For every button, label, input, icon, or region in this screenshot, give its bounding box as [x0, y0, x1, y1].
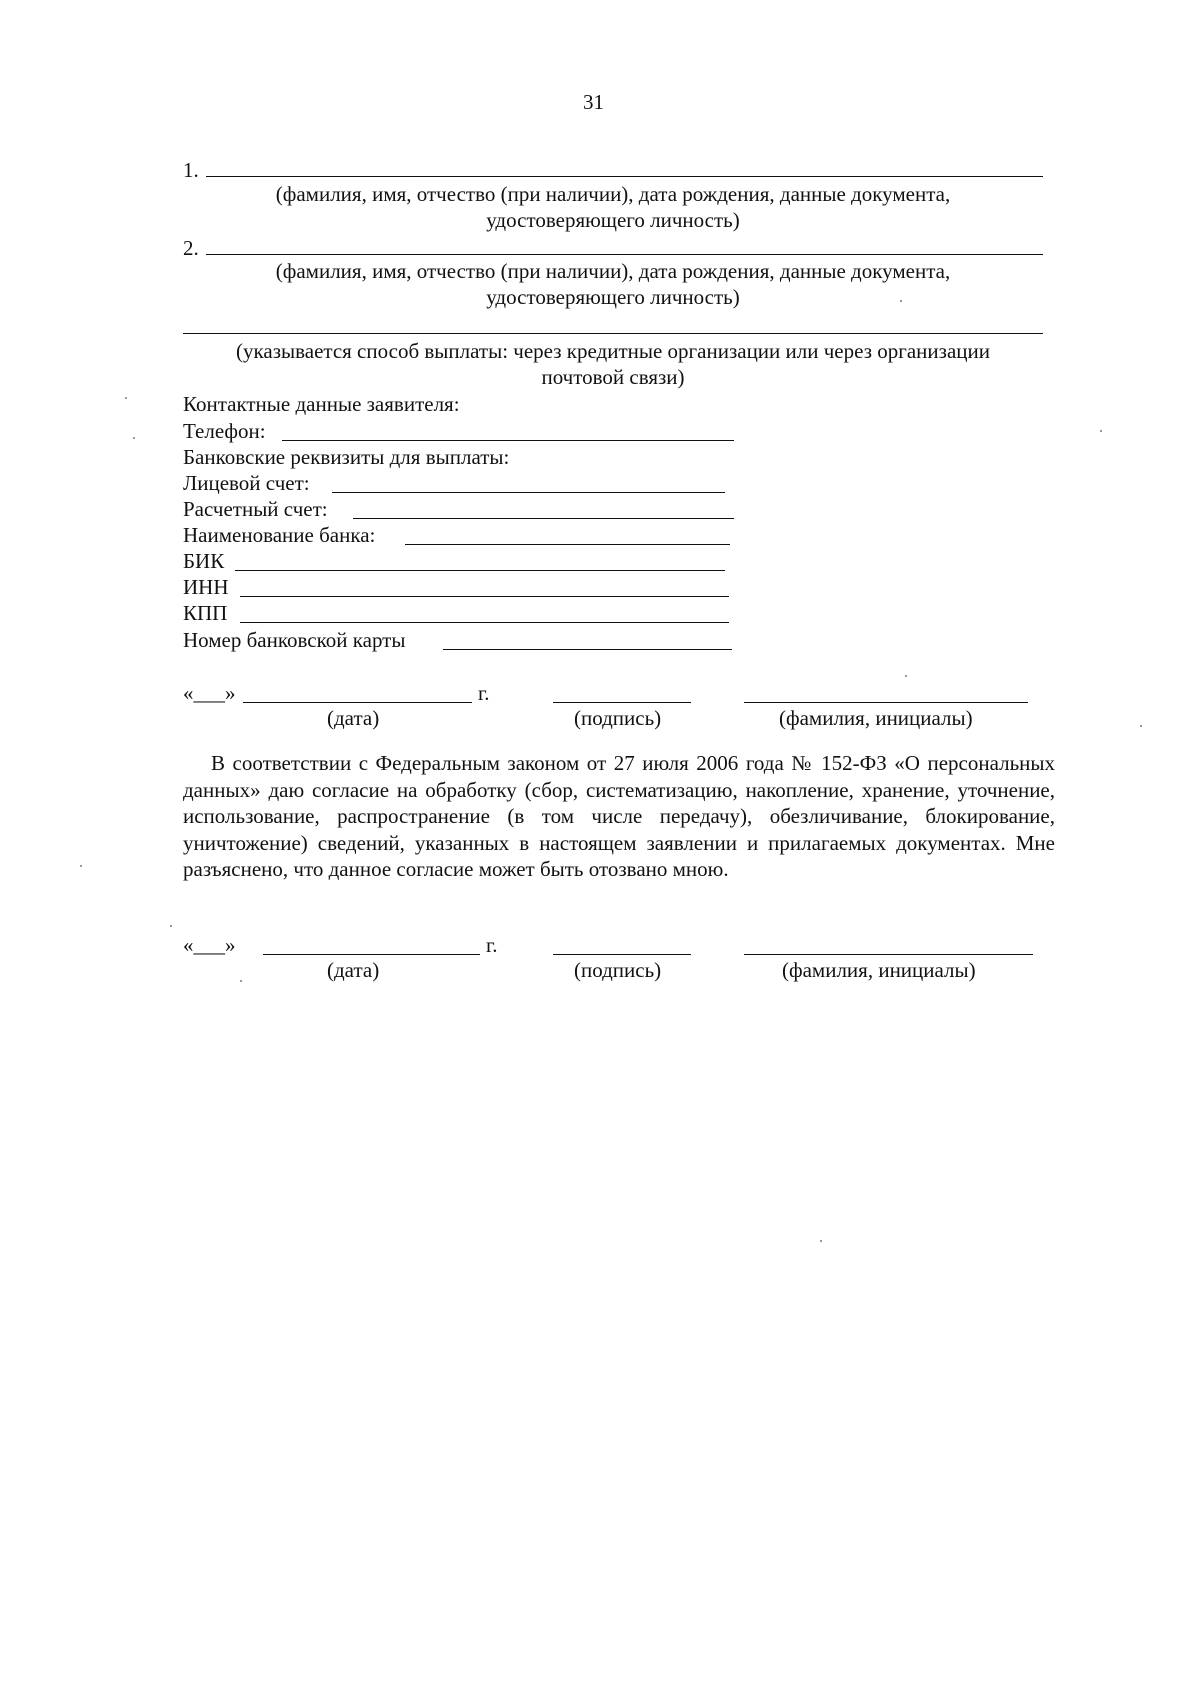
personal-account-label: Лицевой счет:: [183, 471, 310, 495]
bank-name-line[interactable]: [405, 544, 730, 545]
signature-caption-2: (подпись): [574, 958, 662, 982]
person-1-number: 1.: [183, 158, 199, 182]
person-1-caption-1: (фамилия, имя, отчество (при наличии), дата рождения, данные документа,: [275, 182, 951, 206]
date-line-2[interactable]: [263, 954, 480, 955]
bik-label: БИК: [183, 549, 225, 573]
card-number-label: Номер банковской карты: [183, 628, 406, 652]
scan-speck: [1140, 725, 1142, 727]
payment-method-line[interactable]: [183, 333, 1043, 334]
inn-line[interactable]: [240, 596, 729, 597]
date-caption-2: (дата): [327, 958, 380, 982]
signature-caption-1: (подпись): [574, 706, 662, 730]
person-2-caption-1: (фамилия, имя, отчество (при наличии), дата рождения, данные документа,: [275, 259, 951, 283]
bik-line[interactable]: [235, 570, 725, 571]
date-open-1: «___»: [183, 681, 236, 705]
card-number-line[interactable]: [443, 649, 732, 650]
person-2-number: 2.: [183, 236, 199, 260]
date-open-2: «___»: [183, 933, 236, 957]
consent-text: В соответствии с Федеральным законом от 27 июля 2006 года № 152-ФЗ «О персональных данных» даю согласие на обработку (сбор, систематизацию, накопление, хранение, уточнение, использование, распространение (в том числе передачу), обезличивание, блокирование, уничтожение) сведений, указанных в настоящем заявлении и прилагаемых документах. Мне разъяснено, что данное согласие может быть отозвано мною.: [183, 751, 1055, 881]
kpp-line[interactable]: [240, 622, 729, 623]
scan-speck: [80, 865, 82, 867]
person-2-line[interactable]: [206, 254, 1043, 255]
year-suffix-1: г.: [478, 681, 490, 705]
name-caption-2: (фамилия, инициалы): [782, 958, 976, 982]
year-suffix-2: г.: [486, 933, 498, 957]
personal-account-line[interactable]: [332, 492, 725, 493]
date-line-1[interactable]: [243, 702, 472, 703]
scan-speck: [900, 300, 902, 302]
person-1-caption-2: удостоверяющего личность): [486, 208, 740, 232]
scan-speck: [125, 397, 127, 399]
scan-speck: [133, 437, 135, 439]
scan-speck: [820, 1240, 822, 1242]
contacts-heading: Контактные данные заявителя:: [183, 392, 460, 416]
scan-speck: [170, 925, 172, 927]
person-2-caption-2: удостоверяющего личность): [486, 285, 740, 309]
bank-heading: Банковские реквизиты для выплаты:: [183, 445, 510, 469]
page-number: 31: [583, 90, 604, 114]
date-caption-1: (дата): [327, 706, 380, 730]
name-initials-line-1[interactable]: [744, 702, 1028, 703]
person-1-line[interactable]: [206, 176, 1043, 177]
settlement-account-label: Расчетный счет:: [183, 497, 328, 521]
signature-line-2[interactable]: [553, 954, 691, 955]
signature-line-1[interactable]: [553, 702, 691, 703]
name-caption-1: (фамилия, инициалы): [779, 706, 973, 730]
name-initials-line-2[interactable]: [744, 954, 1033, 955]
scan-speck: [905, 675, 907, 677]
phone-line[interactable]: [282, 440, 734, 441]
consent-paragraph: [183, 750, 1055, 883]
inn-label: ИНН: [183, 575, 229, 599]
phone-label: Телефон:: [183, 419, 266, 443]
kpp-label: КПП: [183, 601, 228, 625]
scan-speck: [240, 980, 242, 982]
scan-speck: [1100, 430, 1102, 432]
payment-caption-1: (указывается способ выплаты: через кредитные организации или через организации: [236, 339, 990, 363]
bank-name-label: Наименование банка:: [183, 523, 376, 547]
settlement-account-line[interactable]: [353, 518, 734, 519]
payment-caption-2: почтовой связи): [541, 365, 685, 389]
